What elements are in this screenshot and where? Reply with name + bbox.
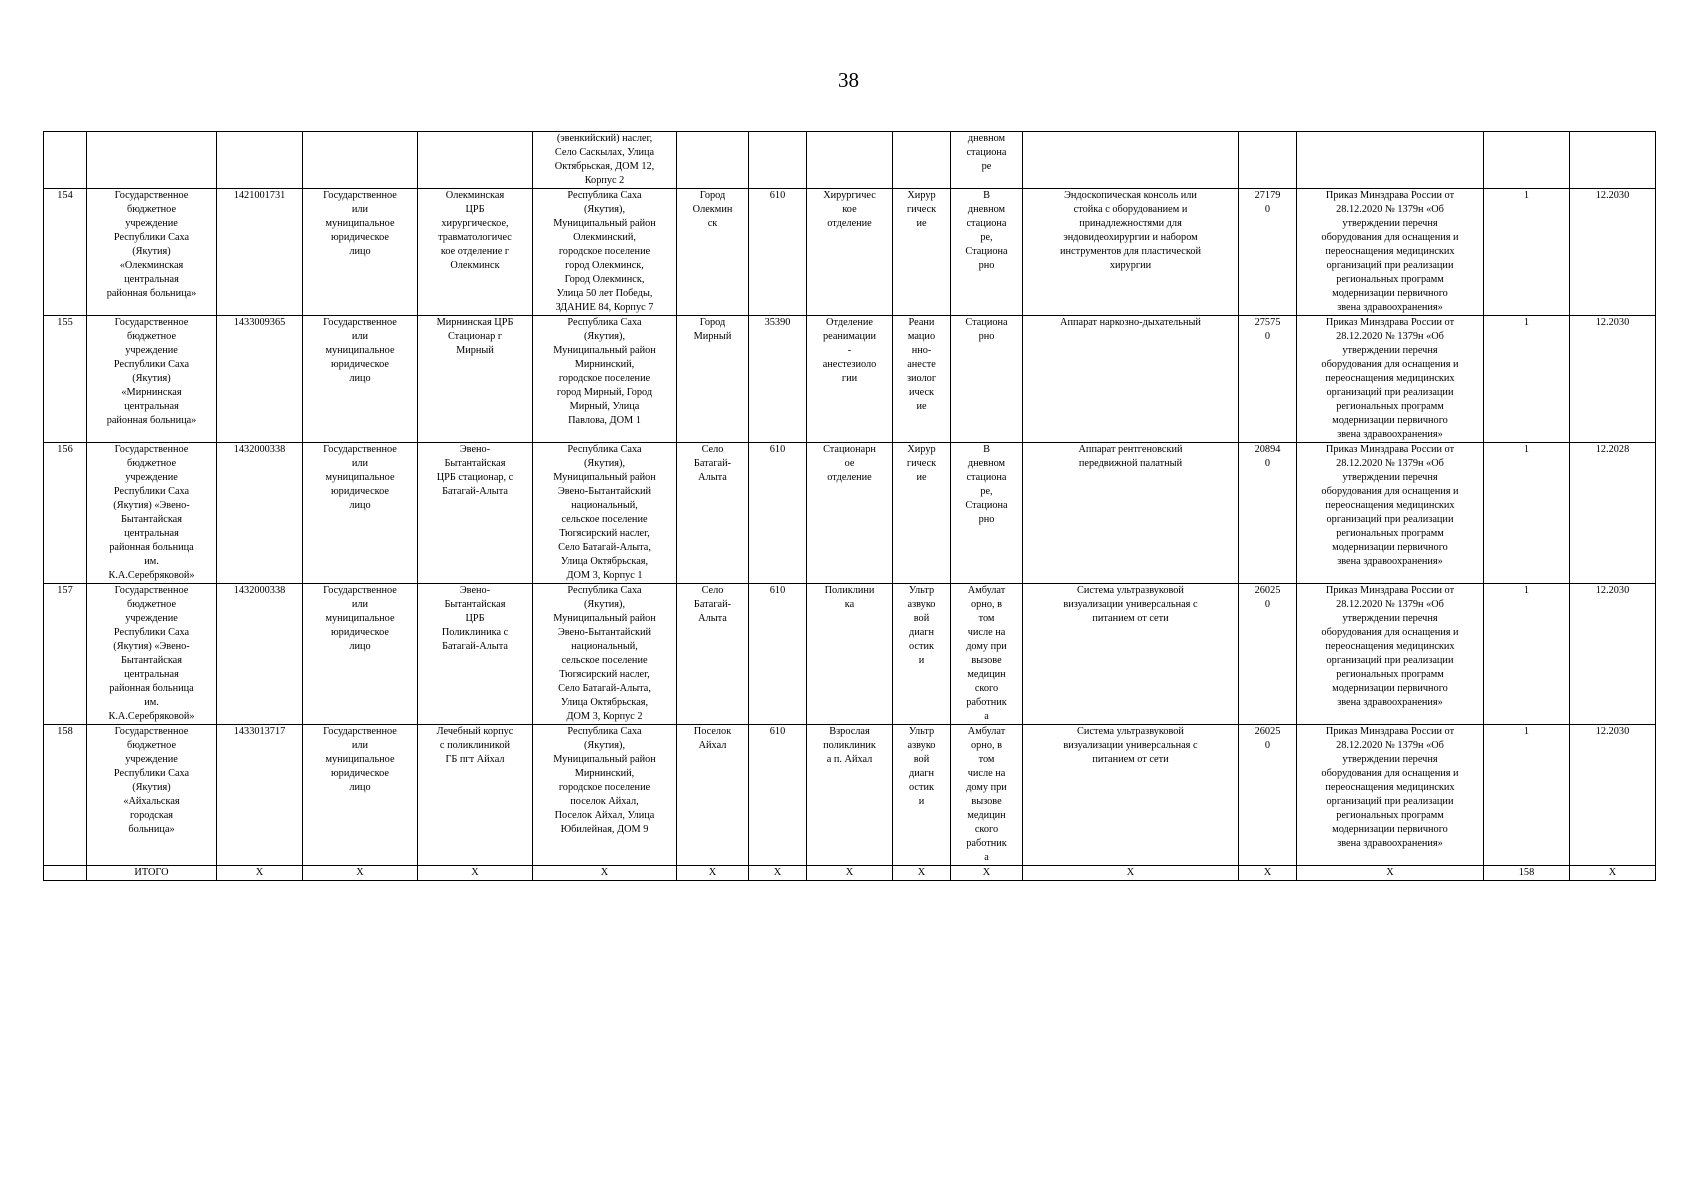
cell-text: X [471,867,479,878]
cell-code [749,189,807,316]
cell-division [418,866,533,881]
cell-equip-code [1239,316,1297,443]
cell-text: Приказ Минздрава России от 28.12.2020 № 1379н «Об утверждении перечня оборудования для оснащения и переоснащения медицинских организаций при реализации региональных программ модернизации первичного звена здравоохранения» [1321,585,1459,708]
cell-text: Государственное бюджетное учреждение Республики Саха (Якутия) «Мирнинская центральная районная больница» [106,317,197,426]
cell-department [807,866,893,881]
cell-text: Ультр азвуко вой диагн остик и [907,585,936,666]
cell-care [951,443,1023,584]
cell-text: 1 [1523,585,1530,596]
cell-date [1570,443,1656,584]
cell-settlement [677,584,749,725]
cell-text: 1 [1523,317,1530,328]
cell-text: Город Мирный [693,317,732,342]
cell-inn [217,189,303,316]
cell-num [44,725,87,866]
cell-settlement [677,316,749,443]
cell-qty [1484,725,1570,866]
cell-text: 1433009365 [233,317,286,328]
cell-inn [217,316,303,443]
cell-text: Эвено- Бытантайская ЦРБ Поликлиника с Батагай-Алыта [441,585,509,652]
cell-equipment [1023,584,1239,725]
cell-division [418,189,533,316]
cell-text: Республика Саха (Якутия), Муниципальный район Олекминский, городское поселение город Олекминск, Город Олекминск, Улица 50 лет Победы, ЗДАНИЕ 84, Корпус 7 [553,190,656,313]
cell-org [87,132,217,189]
cell-profile [893,866,951,881]
cell-text: Хирургичес кое отделение [823,190,876,229]
equipment-table [43,131,1656,881]
table-row [44,189,1656,316]
cell-text: Приказ Минздрава России от 28.12.2020 № 1379н «Об утверждении перечня оборудования для оснащения и переоснащения медицинских организаций при реализации региональных программ модернизации первичного звена здравоохранения» [1321,726,1459,849]
cell-equipment [1023,443,1239,584]
cell-care [951,584,1023,725]
cell-division [418,316,533,443]
cell-text: 158 [1518,867,1535,878]
cell-text: X [255,867,264,878]
cell-date [1570,316,1656,443]
cell-text: Государственное бюджетное учреждение Республики Саха (Якутия) «Олекминская центральная районная больница» [106,190,197,299]
cell-care [951,189,1023,316]
cell-qty [1484,584,1570,725]
cell-date [1570,584,1656,725]
cell-text: Государственное или муниципальное юридическое лицо [323,726,397,793]
cell-text: Республика Саха (Якутия), Муниципальный район Мирнинский, городское поселение город Мирный, Город Мирный, Улица Павлова, ДОМ 1 [553,317,656,426]
cell-settlement [677,866,749,881]
cell-address [533,584,677,725]
cell-qty [1484,132,1570,189]
cell-num [44,316,87,443]
cell-text: 610 [769,444,786,455]
cell-qty [1484,866,1570,881]
cell-qty [1484,316,1570,443]
total-row [44,866,1656,881]
cell-form [303,725,418,866]
cell-text: X [1608,867,1617,878]
cell-text: X [773,867,782,878]
cell-department [807,189,893,316]
cell-form [303,132,418,189]
cell-department [807,132,893,189]
cell-text: 1421001731 [233,190,286,201]
cell-profile [893,189,951,316]
cell-form [303,584,418,725]
cell-inn [217,584,303,725]
cell-form [303,443,418,584]
cell-text: 1 [1523,444,1530,455]
cell-text: Лечебный корпус с поликлиникой ГБ пгт Айхал [436,726,514,765]
cell-text: 12.2030 [1595,190,1630,201]
cell-text: Аппарат рентгеновский передвижной палатный [1078,444,1183,469]
cell-num [44,584,87,725]
cell-code [749,584,807,725]
cell-text: 12.2030 [1595,726,1630,737]
cell-basis [1297,584,1484,725]
cell-address [533,132,677,189]
cell-text: ИТОГО [134,867,169,878]
cell-code [749,316,807,443]
cell-code [749,725,807,866]
cell-equip-code [1239,189,1297,316]
cell-text: Реани мацио нно- анесте зиолог ическ ие [906,317,937,412]
cell-org [87,584,217,725]
cell-basis [1297,132,1484,189]
cell-text: X [356,867,364,878]
cell-text: Приказ Минздрава России от 28.12.2020 № 1379н «Об утверждении перечня оборудования для оснащения и переоснащения медицинских организаций при реализации региональных программ модернизации первичного звена здравоохранения» [1321,444,1459,567]
cell-department [807,443,893,584]
cell-text: X [708,867,717,878]
cell-text: Система ультразвуковой визуализации универсальная с питанием от сети [1063,585,1198,624]
cell-date [1570,189,1656,316]
cell-text: Село Батагай- Алыта [693,444,732,483]
cell-care [951,132,1023,189]
cell-text: 610 [769,585,786,596]
cell-code [749,132,807,189]
cell-text: Республика Саха (Якутия), Муниципальный район Мирнинский, городское поселение поселок Айхал, Поселок Айхал, Улица Юбилейная, ДОМ 9 [553,726,656,835]
cell-profile [893,725,951,866]
cell-division [418,443,533,584]
cell-department [807,316,893,443]
cell-basis [1297,316,1484,443]
cell-address [533,725,677,866]
cell-profile [893,316,951,443]
table-row [44,443,1656,584]
cell-org [87,866,217,881]
cell-text: 27179 0 [1254,190,1281,215]
cell-text: Эндоскопическая консоль или стойка с оборудованием и принадлежностями для эндовидеохирургии и набором инструментов для пластической хирургии [1060,190,1201,271]
cell-care [951,866,1023,881]
cell-text: Ультр азвуко вой диагн остик и [907,726,936,807]
cell-text: 1432000338 [233,444,286,455]
cell-text: Государственное или муниципальное юридическое лицо [323,585,397,652]
cell-qty [1484,189,1570,316]
cell-address [533,443,677,584]
cell-num [44,132,87,189]
cell-text: Государственное или муниципальное юридическое лицо [323,317,397,384]
cell-basis [1297,189,1484,316]
cell-equipment [1023,189,1239,316]
cell-address [533,866,677,881]
cell-department [807,584,893,725]
cell-equipment [1023,725,1239,866]
cell-text: Хирур гическ ие [906,190,937,229]
table-row [44,725,1656,866]
cell-equip-code [1239,866,1297,881]
cell-equip-code [1239,443,1297,584]
cell-text: (эвенкийский) наслег, Село Саскылах, Улица Октябрьская, ДОМ 12, Корпус 2 [554,133,655,186]
cell-inn [217,866,303,881]
cell-equip-code [1239,725,1297,866]
cell-text: Село Батагай- Алыта [693,585,732,624]
cell-division [418,132,533,189]
cell-inn [217,443,303,584]
cell-text: X [1386,867,1394,878]
cell-text: 155 [57,317,73,328]
cell-text: Взрослая поликлиник а п. Айхал [823,726,876,765]
cell-text: 154 [57,190,73,201]
cell-form [303,316,418,443]
cell-org [87,725,217,866]
cell-equipment [1023,866,1239,881]
cell-equip-code [1239,132,1297,189]
cell-text: В дневном стациона ре, Стациона рно [965,190,1008,271]
cell-date [1570,725,1656,866]
cell-text: Стациона рно [965,317,1008,342]
cell-text: X [982,867,991,878]
cell-text: Государственное бюджетное учреждение Республики Саха (Якутия) «Айхальская городская больница» [113,726,190,835]
cell-date [1570,866,1656,881]
page-number: 38 [838,68,859,92]
cell-address [533,316,677,443]
cell-text: 610 [769,726,786,737]
cell-settlement [677,132,749,189]
cell-text: Республика Саха (Якутия), Муниципальный район Эвено-Бытантайский национальный, сельское поселение Тюгясирский наслег, Село Батагай-Алыта, Улица Октябрьская, ДОМ 3, Корпус 1 [553,444,656,581]
cell-basis [1297,725,1484,866]
cell-text: 12.2030 [1595,585,1630,596]
cell-care [951,316,1023,443]
cell-basis [1297,443,1484,584]
cell-text: Олекминская ЦРБ хирургическое, травматологичес кое отделение г Олекминск [438,190,512,271]
cell-form [303,866,418,881]
cell-text: В дневном стациона ре, Стациона рно [965,444,1008,525]
cell-code [749,866,807,881]
cell-text: Мирнинская ЦРБ Стационар г Мирный [436,317,514,356]
table-row [44,316,1656,443]
cell-text: X [845,867,854,878]
cell-text: X [1126,867,1135,878]
cell-text: Приказ Минздрава России от 28.12.2020 № 1379н «Об утверждении перечня оборудования для оснащения и переоснащения медицинских организаций при реализации региональных программ модернизации первичного звена здравоохранения» [1321,190,1459,313]
cell-inn [217,132,303,189]
cell-org [87,443,217,584]
cell-profile [893,132,951,189]
cell-text: 26025 0 [1254,585,1281,610]
cell-text: X [600,867,609,878]
cell-text: Приказ Минздрава России от 28.12.2020 № 1379н «Об утверждении перечня оборудования для оснащения и переоснащения медицинских организаций при реализации региональных программ модернизации первичного звена здравоохранения» [1321,317,1459,440]
cell-text: 27575 0 [1254,317,1281,342]
cell-profile [893,443,951,584]
cell-address [533,189,677,316]
cell-code [749,443,807,584]
cell-text: 12.2030 [1595,317,1630,328]
cell-inn [217,725,303,866]
cell-text: Амбулат орно, в том числе на дому при вызове медицин ского работник а [966,726,1007,863]
cell-division [418,725,533,866]
cell-text: X [917,867,926,878]
cell-form [303,189,418,316]
cell-profile [893,584,951,725]
cell-num [44,866,87,881]
cell-text: Государственное бюджетное учреждение Республики Саха (Якутия) «Эвено- Бытантайская центральная районная больница им. К.А.Серебряковой» [108,585,195,722]
cell-text: Эвено- Бытантайская ЦРБ стационар, с Батагай-Алыта [436,444,514,497]
cell-text: 35390 [764,317,791,328]
cell-settlement [677,725,749,866]
cell-text: Поликлини ка [824,585,875,610]
cell-text: 1433013717 [233,726,286,737]
cell-text: Амбулат орно, в том числе на дому при вызове медицин ского работник а [966,585,1007,722]
table-row [44,132,1656,189]
cell-date [1570,132,1656,189]
cell-text: дневном стациона ре [966,133,1007,172]
cell-equipment [1023,316,1239,443]
cell-text: 156 [57,444,73,455]
cell-division [418,584,533,725]
cell-org [87,189,217,316]
table-row [44,584,1656,725]
cell-text: Поселок Айхал [693,726,732,751]
cell-text: 1 [1523,726,1530,737]
cell-settlement [677,189,749,316]
table-body [44,132,1656,881]
cell-num [44,443,87,584]
cell-num [44,189,87,316]
cell-text: Система ультразвуковой визуализации универсальная с питанием от сети [1063,726,1198,765]
cell-text: 26025 0 [1254,726,1281,751]
cell-text: 1432000338 [233,585,286,596]
cell-text: Государственное или муниципальное юридическое лицо [323,444,397,511]
cell-text: 1 [1523,190,1530,201]
cell-department [807,725,893,866]
cell-text: 158 [57,726,73,737]
cell-text: Стационарн ое отделение [823,444,876,483]
cell-org [87,316,217,443]
cell-text: X [1263,867,1272,878]
cell-text: Аппарат наркозно-дыхательный [1060,317,1201,328]
cell-text: 20894 0 [1254,444,1281,469]
cell-text: Отделение реанимации - анестезиоло гии [822,317,877,384]
cell-text: Государственное бюджетное учреждение Республики Саха (Якутия) «Эвено- Бытантайская центральная районная больница им. К.А.Серебряковой» [108,444,195,581]
cell-text: Республика Саха (Якутия), Муниципальный район Эвено-Бытантайский национальный, сельское поселение Тюгясирский наслег, Село Батагай-Алыта, Улица Октябрьская, ДОМ 3, Корпус 2 [553,585,656,722]
cell-text: 610 [769,190,786,201]
cell-qty [1484,443,1570,584]
cell-text: 157 [57,585,73,596]
cell-equip-code [1239,584,1297,725]
cell-text: Государственное или муниципальное юридическое лицо [323,190,397,257]
cell-equipment [1023,132,1239,189]
cell-basis [1297,866,1484,881]
cell-text: Город Олекмин ск [692,190,733,229]
cell-care [951,725,1023,866]
cell-settlement [677,443,749,584]
cell-text: Хирур гическ ие [906,444,937,483]
cell-text: 12.2028 [1595,444,1630,455]
